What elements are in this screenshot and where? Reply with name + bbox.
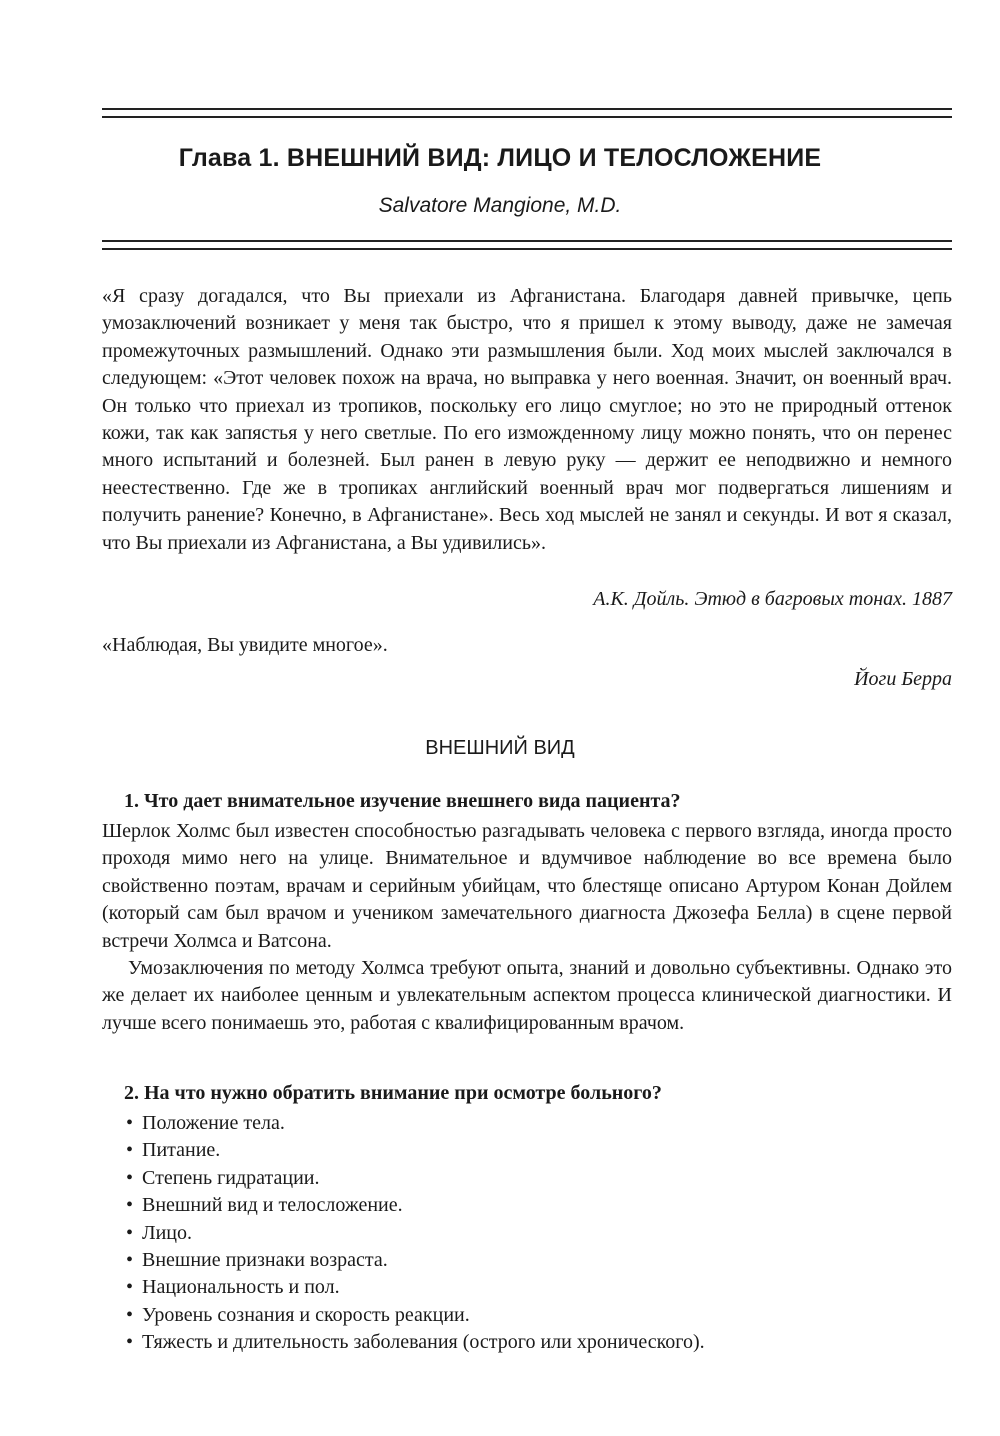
answer-paragraph: Шерлок Холмс был известен способностью разгадывать человека с первого взгляда, иногда просто проходя мимо него на улице. Внимательное и вдумчивое наблюдение во все времена было свойственно поэтам, врачам и серийным убийцам, что блестяще описано Артуром Конан Дойлем (который сам был врачом и учеником замечательного диагноста Джозефа Белла) в сцене первой встречи Холмса и Ватсона. [102, 820, 952, 952]
epigraph-quote-2: «Наблюдая, Вы увидите многое». [102, 634, 388, 656]
bullet-glyph: • [126, 1139, 134, 1162]
list-item: • Положение тела. [124, 1110, 705, 1137]
list-item: • Лицо. [124, 1220, 705, 1247]
top-double-rule [102, 108, 952, 118]
question-1: 1. Что дает внимательное изучение внешнего вида пациента? [124, 790, 681, 812]
bullet-glyph: • [126, 1221, 134, 1244]
chapter-title: Глава 1. ВНЕШНИЙ ВИД: ЛИЦО И ТЕЛОСЛОЖЕНИЕ [178, 144, 822, 172]
list-item: • Питание. [124, 1137, 705, 1164]
checklist [124, 1110, 705, 1357]
epigraph-quote: «Я сразу догадался, что Вы приехали из Афганистана. Благодаря давней привычке, цепь умозаключений возникает у меня так быстро, что я пришел к этому выводу, даже не замечая промежуточных размышлений. Однако эти размышления были. Ход моих мыслей заключался в следующем: «Этот человек похож на врача, но выправка у него военная. Значит, он военный врач. Он только что приехал из тропиков, поскольку его лицо смуглое; но это не природный оттенок кожи, так как запястья у него светлые. По его изможденному лицу можно понять, что он перенес много испытаний и болезней. Был ранен в левую руку — держит ее неподвижно и немного неестественно. Где же в тропиках английский военный врач мог подвергаться лишениям и получить ранение? Конечно, в Афганистане». Весь ход мыслей не занял и секунды. И вот я сказал, что Вы приехали из Афганистана, а Вы удивились». [102, 285, 952, 554]
bullet-glyph: • [126, 1303, 134, 1326]
bullet-glyph: • [126, 1194, 134, 1217]
bullet-glyph: • [126, 1331, 134, 1354]
list-item: • Внешние признаки возраста. [124, 1247, 705, 1274]
question-2: 2. На что нужно обратить внимание при осмотре больного? [124, 1082, 662, 1104]
bullet-glyph: • [126, 1166, 134, 1189]
bullet-glyph: • [126, 1276, 134, 1299]
chapter-author: Salvatore Mangione, M.D. [378, 194, 622, 217]
section-heading: ВНЕШНИЙ ВИД [425, 737, 575, 759]
bullet-glyph: • [126, 1112, 134, 1134]
epigraph-attribution-2: Йоги Берра [854, 668, 952, 690]
list-item: • Уровень сознания и скорость реакции. [124, 1302, 705, 1329]
list-item: • Тяжесть и длительность заболевания (острого или хронического). [124, 1329, 705, 1356]
list-item: • Внешний вид и телосложение. [124, 1192, 705, 1219]
bottom-double-rule [102, 240, 952, 250]
list-item: • Степень гидратации. [124, 1165, 705, 1192]
bullet-glyph: • [126, 1249, 134, 1272]
answer-paragraph-2: Умозаключения по методу Холмса требуют опыта, знаний и довольно субъективны. Однако это же делает их наиболее ценным и увлекательным аспектом процесса клинической диагностики. И лучше всего понимаешь это, работая с квалифицированным врачом. [102, 957, 952, 1034]
list-item: • Национальность и пол. [124, 1274, 705, 1301]
epigraph-attribution: А.К. Дойль. Этюд в багровых тонах. 1887 [593, 588, 952, 610]
